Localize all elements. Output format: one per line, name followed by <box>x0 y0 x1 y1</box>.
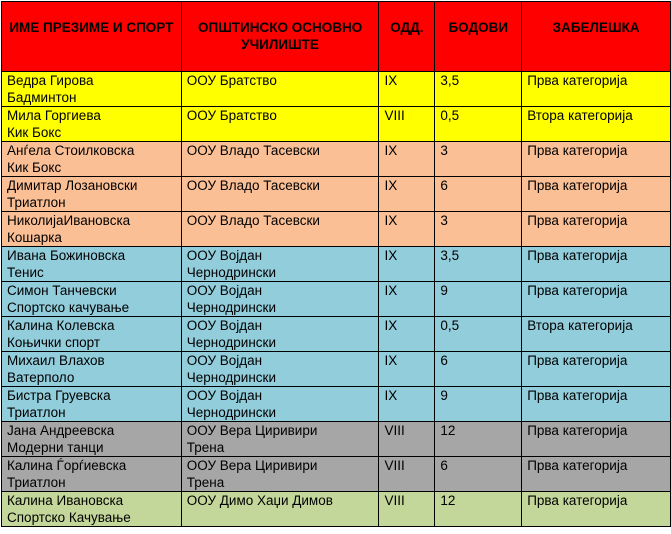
header-grade: ОДД. <box>379 2 435 72</box>
school-name-cont: Чернодрински <box>186 300 276 315</box>
school-name: ООУ Вера Циривири <box>186 458 318 473</box>
table-row <box>2 457 671 492</box>
school-name-cont: Чернодрински <box>186 370 276 385</box>
student-cell <box>2 282 182 317</box>
points-cell: 6 <box>435 352 522 387</box>
note-cell: Прва категорија <box>522 457 671 492</box>
school-name-cont: Трена <box>186 475 225 490</box>
points-cell: 12 <box>435 492 522 527</box>
school-name: ООУ Владо Тасевски <box>186 213 320 228</box>
student-cell <box>2 107 182 142</box>
school-name: ООУ Војдан <box>186 283 263 298</box>
note-cell: Прва категорија <box>522 387 671 422</box>
points-cell: 9 <box>435 387 522 422</box>
note-cell: Прва категорија <box>522 177 671 212</box>
student-name: Анѓела Стоилковска <box>7 143 135 158</box>
student-sport: Спортско качување <box>7 300 130 315</box>
note-cell: Прва категорија <box>522 422 671 457</box>
student-sport: Ватерполо <box>7 370 75 385</box>
points-cell: 3 <box>435 142 522 177</box>
school-cell <box>181 282 379 317</box>
school-cell <box>181 142 379 177</box>
points-cell: 12 <box>435 422 522 457</box>
grade-cell: IX <box>379 387 435 422</box>
school-name: ООУ Војдан <box>186 388 263 403</box>
table-row <box>2 72 671 107</box>
student-sport: Бадминтон <box>7 90 77 105</box>
note-cell: Втора категорија <box>522 317 671 352</box>
school-cell <box>181 492 379 527</box>
student-name: Бистра Груевска <box>7 388 111 403</box>
header-row <box>2 2 671 72</box>
header-note: ЗАБЕЛЕШКА <box>522 2 671 72</box>
grade-cell: IX <box>379 72 435 107</box>
header-points: БОДОВИ <box>435 2 522 72</box>
grade-cell: VIII <box>379 492 435 527</box>
school-cell <box>181 457 379 492</box>
table-row <box>2 107 671 142</box>
student-cell <box>2 352 182 387</box>
points-cell: 3 <box>435 212 522 247</box>
table-row <box>2 247 671 282</box>
school-name-cont: Чернодрински <box>186 335 276 350</box>
school-name: ООУ Војдан <box>186 353 263 368</box>
student-sport: Кошарка <box>7 230 62 245</box>
student-cell <box>2 492 182 527</box>
points-cell: 6 <box>435 177 522 212</box>
grade-cell: IX <box>379 177 435 212</box>
student-sport: Триатлон <box>7 195 66 210</box>
header-school: ОПШТИНСКО ОСНОВНО УЧИЛИШТЕ <box>181 2 379 72</box>
table-row <box>2 212 671 247</box>
school-name: ООУ Владо Тасевски <box>186 143 320 158</box>
school-name: ООУ Димо Хаџи Димов <box>186 493 333 508</box>
student-cell <box>2 177 182 212</box>
note-cell: Прва категорија <box>522 142 671 177</box>
note-cell: Прва категорија <box>522 352 671 387</box>
student-cell <box>2 212 182 247</box>
school-cell <box>181 317 379 352</box>
grade-cell: IX <box>379 282 435 317</box>
student-sport: Коњички спорт <box>7 335 101 350</box>
school-name-cont: Чернодрински <box>186 405 276 420</box>
student-cell <box>2 142 182 177</box>
table-row <box>2 492 671 527</box>
student-name: Ведра Гирова <box>7 73 94 88</box>
grade-cell: VIII <box>379 107 435 142</box>
grade-cell: VIII <box>379 422 435 457</box>
student-cell <box>2 317 182 352</box>
student-cell <box>2 72 182 107</box>
student-sport: Кик Бокс <box>7 160 62 175</box>
table-row <box>2 142 671 177</box>
table-row <box>2 352 671 387</box>
school-name: ООУ Војдан <box>186 318 263 333</box>
points-cell: 6 <box>435 457 522 492</box>
school-name: ООУ Братство <box>186 108 277 123</box>
school-cell <box>181 422 379 457</box>
student-cell <box>2 387 182 422</box>
table-row <box>2 317 671 352</box>
points-cell: 3,5 <box>435 72 522 107</box>
student-sport: Кик Бокс <box>7 125 62 140</box>
school-cell <box>181 72 379 107</box>
student-sport: Спортско Качување <box>7 510 131 525</box>
note-cell: Прва категорија <box>522 212 671 247</box>
note-cell: Прва категорија <box>522 247 671 282</box>
note-cell: Прва категорија <box>522 282 671 317</box>
grade-cell: VIII <box>379 457 435 492</box>
school-cell <box>181 352 379 387</box>
student-sport: Тенис <box>7 265 44 280</box>
student-cell <box>2 457 182 492</box>
student-cell <box>2 247 182 282</box>
student-name: Мила Горгиева <box>7 108 101 123</box>
student-name: Михаил Влахов <box>7 353 105 368</box>
points-cell: 0,5 <box>435 107 522 142</box>
school-name-cont: Чернодрински <box>186 265 276 280</box>
grade-cell: IX <box>379 352 435 387</box>
school-name: ООУ Владо Тасевски <box>186 178 320 193</box>
grade-cell: IX <box>379 212 435 247</box>
student-name: НиколијаИвановска <box>7 213 131 228</box>
school-cell <box>181 212 379 247</box>
school-name: ООУ Братство <box>186 73 277 88</box>
results-table <box>1 1 671 527</box>
school-name-cont: Трена <box>186 440 225 455</box>
table-row <box>2 422 671 457</box>
header-name: ИМЕ ПРЕЗИМЕ И СПОРТ <box>2 2 182 72</box>
school-cell <box>181 107 379 142</box>
note-cell: Прва категорија <box>522 72 671 107</box>
table-row <box>2 282 671 317</box>
student-name: Калина Ѓорѓиевска <box>7 458 127 473</box>
points-cell: 9 <box>435 282 522 317</box>
school-cell <box>181 387 379 422</box>
points-cell: 3,5 <box>435 247 522 282</box>
note-cell: Втора категорија <box>522 107 671 142</box>
student-name: Калина Ивановска <box>7 493 124 508</box>
student-sport: Триатлон <box>7 405 66 420</box>
student-name: Јана Андреевска <box>7 423 115 438</box>
points-cell: 0,5 <box>435 317 522 352</box>
grade-cell: IX <box>379 142 435 177</box>
school-cell <box>181 177 379 212</box>
school-name: ООУ Војдан <box>186 248 263 263</box>
table-row <box>2 387 671 422</box>
school-cell <box>181 247 379 282</box>
table-row <box>2 177 671 212</box>
grade-cell: IX <box>379 317 435 352</box>
student-sport: Модерни танци <box>7 440 104 455</box>
school-name: ООУ Вера Циривири <box>186 423 318 438</box>
student-name: Ивана Божиновска <box>7 248 126 263</box>
student-name: Симон Танчевски <box>7 283 117 298</box>
note-cell: Прва категорија <box>522 492 671 527</box>
student-cell <box>2 422 182 457</box>
student-sport: Триатлон <box>7 475 66 490</box>
student-name: Калина Колевска <box>7 318 115 333</box>
student-name: Димитар Лозановски <box>7 178 138 193</box>
grade-cell: IX <box>379 247 435 282</box>
